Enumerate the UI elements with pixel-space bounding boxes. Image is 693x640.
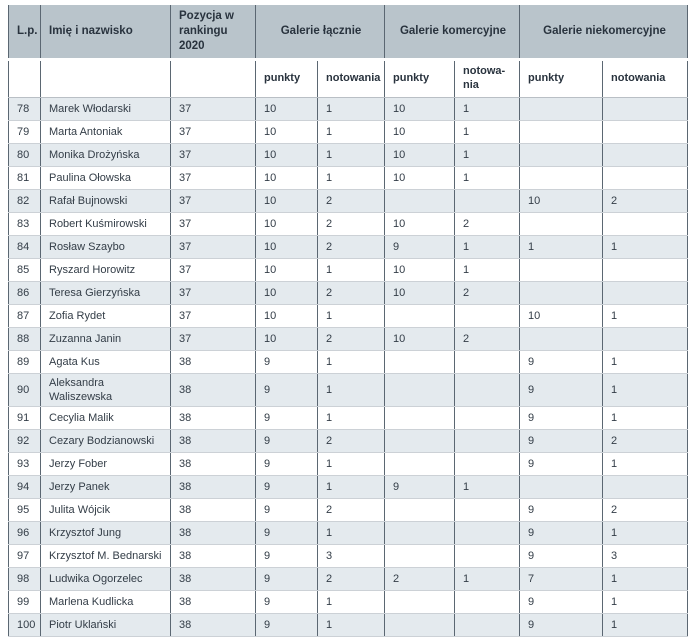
cell-komercyjne-punkty [385, 453, 455, 476]
cell-niekomercyjne-notowania: 1 [603, 453, 688, 476]
header-position: Pozycja w rankingu 2020 [171, 5, 256, 59]
cell-name: Marta Antoniak [41, 120, 171, 143]
cell-name: Cecylia Malik [41, 407, 171, 430]
cell-name: Krzysztof Jung [41, 522, 171, 545]
cell-komercyjne-punkty [385, 189, 455, 212]
cell-niekomercyjne-punkty [520, 258, 603, 281]
cell-niekomercyjne-notowania [603, 166, 688, 189]
cell-niekomercyjne-punkty: 9 [520, 545, 603, 568]
cell-niekomercyjne-notowania: 1 [603, 591, 688, 614]
cell-position: 38 [171, 373, 256, 407]
cell-lp: 87 [9, 304, 41, 327]
cell-komercyjne-punkty [385, 430, 455, 453]
cell-komercyjne-notowania: 1 [455, 476, 520, 499]
cell-komercyjne-punkty: 9 [385, 235, 455, 258]
cell-komercyjne-notowania [455, 614, 520, 637]
cell-lp: 93 [9, 453, 41, 476]
cell-name: Teresa Gierzyńska [41, 281, 171, 304]
cell-niekomercyjne-notowania: 1 [603, 407, 688, 430]
cell-lp: 88 [9, 327, 41, 350]
cell-komercyjne-punkty [385, 591, 455, 614]
cell-name: Robert Kuśmirowski [41, 212, 171, 235]
cell-niekomercyjne-punkty [520, 166, 603, 189]
cell-lacznie-punkty: 10 [256, 143, 318, 166]
table-row [9, 143, 688, 166]
cell-niekomercyjne-notowania: 2 [603, 189, 688, 212]
cell-lacznie-notowania: 2 [318, 568, 385, 591]
cell-name: Zuzanna Janin [41, 327, 171, 350]
cell-komercyjne-notowania [455, 304, 520, 327]
cell-komercyjne-punkty: 10 [385, 166, 455, 189]
cell-lacznie-notowania: 2 [318, 430, 385, 453]
cell-niekomercyjne-punkty: 9 [520, 499, 603, 522]
cell-komercyjne-punkty: 2 [385, 568, 455, 591]
cell-lacznie-punkty: 10 [256, 304, 318, 327]
cell-lacznie-notowania: 2 [318, 327, 385, 350]
cell-niekomercyjne-notowania: 3 [603, 545, 688, 568]
cell-komercyjne-punkty: 10 [385, 143, 455, 166]
cell-niekomercyjne-punkty: 1 [520, 235, 603, 258]
cell-komercyjne-notowania [455, 350, 520, 373]
table-row [9, 522, 688, 545]
cell-komercyjne-punkty [385, 304, 455, 327]
cell-lp: 89 [9, 350, 41, 373]
cell-position: 37 [171, 327, 256, 350]
cell-lacznie-notowania: 3 [318, 545, 385, 568]
cell-niekomercyjne-punkty [520, 476, 603, 499]
table-row [9, 304, 688, 327]
cell-position: 37 [171, 235, 256, 258]
cell-niekomercyjne-punkty: 9 [520, 373, 603, 407]
cell-lacznie-punkty: 9 [256, 499, 318, 522]
ranking-table [8, 5, 688, 637]
table-row [9, 212, 688, 235]
table-row [9, 453, 688, 476]
table-row [9, 499, 688, 522]
header-sub-lacznie-punkty: punkty [256, 59, 318, 97]
cell-komercyjne-notowania [455, 189, 520, 212]
cell-komercyjne-notowania: 1 [455, 120, 520, 143]
cell-komercyjne-punkty: 10 [385, 120, 455, 143]
cell-name: Aleksandra Waliszewska [41, 373, 171, 407]
cell-lacznie-punkty: 10 [256, 327, 318, 350]
cell-niekomercyjne-punkty: 7 [520, 568, 603, 591]
cell-position: 38 [171, 499, 256, 522]
cell-komercyjne-notowania [455, 373, 520, 407]
cell-lacznie-notowania: 1 [318, 476, 385, 499]
table-row [9, 189, 688, 212]
cell-komercyjne-notowania [455, 591, 520, 614]
cell-lp: 98 [9, 568, 41, 591]
cell-lacznie-punkty: 9 [256, 568, 318, 591]
cell-lacznie-notowania: 1 [318, 614, 385, 637]
cell-niekomercyjne-punkty: 10 [520, 304, 603, 327]
cell-niekomercyjne-punkty [520, 120, 603, 143]
header-sub-lacznie-notowania: notowania [318, 59, 385, 97]
cell-niekomercyjne-punkty [520, 97, 603, 120]
cell-komercyjne-punkty: 10 [385, 212, 455, 235]
cell-komercyjne-notowania: 1 [455, 143, 520, 166]
cell-komercyjne-notowania: 2 [455, 281, 520, 304]
cell-lacznie-punkty: 9 [256, 453, 318, 476]
cell-lacznie-punkty: 10 [256, 258, 318, 281]
cell-lacznie-notowania: 2 [318, 212, 385, 235]
cell-niekomercyjne-notowania: 2 [603, 499, 688, 522]
cell-komercyjne-notowania [455, 499, 520, 522]
cell-lp: 90 [9, 373, 41, 407]
cell-komercyjne-notowania [455, 522, 520, 545]
cell-position: 37 [171, 212, 256, 235]
cell-lacznie-notowania: 2 [318, 189, 385, 212]
header-sub-niekomercyjne-notowania: notowania [603, 59, 688, 97]
cell-komercyjne-punkty: 9 [385, 476, 455, 499]
header-sub-empty-lp [9, 59, 41, 97]
cell-niekomercyjne-punkty: 9 [520, 614, 603, 637]
cell-name: Paulina Ołowska [41, 166, 171, 189]
header-sub-niekomercyjne-punkty: punkty [520, 59, 603, 97]
cell-niekomercyjne-notowania: 1 [603, 522, 688, 545]
cell-lacznie-notowania: 1 [318, 522, 385, 545]
cell-lacznie-notowania: 1 [318, 97, 385, 120]
cell-name: Marek Włodarski [41, 97, 171, 120]
cell-position: 38 [171, 430, 256, 453]
cell-lacznie-notowania: 2 [318, 235, 385, 258]
cell-position: 38 [171, 453, 256, 476]
cell-komercyjne-notowania [455, 430, 520, 453]
cell-lacznie-punkty: 9 [256, 373, 318, 407]
cell-name: Rosław Szaybo [41, 235, 171, 258]
cell-lacznie-punkty: 9 [256, 407, 318, 430]
cell-position: 37 [171, 281, 256, 304]
cell-lp: 94 [9, 476, 41, 499]
cell-name: Ludwika Ogorzelec [41, 568, 171, 591]
cell-name: Marlena Kudlicka [41, 591, 171, 614]
cell-position: 38 [171, 614, 256, 637]
table-row [9, 545, 688, 568]
cell-position: 38 [171, 591, 256, 614]
cell-lacznie-punkty: 10 [256, 120, 318, 143]
table-row [9, 327, 688, 350]
cell-lacznie-punkty: 10 [256, 235, 318, 258]
cell-niekomercyjne-notowania: 1 [603, 614, 688, 637]
cell-niekomercyjne-punkty: 9 [520, 453, 603, 476]
cell-lp: 83 [9, 212, 41, 235]
cell-lp: 99 [9, 591, 41, 614]
cell-niekomercyjne-punkty: 9 [520, 430, 603, 453]
cell-position: 37 [171, 189, 256, 212]
cell-lacznie-notowania: 2 [318, 499, 385, 522]
table-row [9, 235, 688, 258]
table-row [9, 120, 688, 143]
cell-lacznie-notowania: 1 [318, 591, 385, 614]
cell-lacznie-notowania: 1 [318, 143, 385, 166]
cell-niekomercyjne-notowania: 1 [603, 304, 688, 327]
table-row [9, 373, 688, 407]
cell-lp: 95 [9, 499, 41, 522]
cell-lp: 92 [9, 430, 41, 453]
cell-position: 37 [171, 143, 256, 166]
cell-position: 38 [171, 476, 256, 499]
cell-position: 38 [171, 350, 256, 373]
table-row [9, 407, 688, 430]
header-sub-komercyjne-notowania: notowa-nia [455, 59, 520, 97]
cell-komercyjne-notowania: 2 [455, 327, 520, 350]
cell-niekomercyjne-punkty: 9 [520, 407, 603, 430]
table-body [9, 97, 688, 637]
header-group-galerie-komercyjne: Galerie komercyjne [385, 5, 520, 59]
cell-lacznie-punkty: 9 [256, 614, 318, 637]
cell-name: Monika Drożyńska [41, 143, 171, 166]
cell-niekomercyjne-notowania [603, 212, 688, 235]
cell-position: 37 [171, 304, 256, 327]
cell-position: 38 [171, 568, 256, 591]
cell-lp: 80 [9, 143, 41, 166]
cell-lacznie-punkty: 9 [256, 430, 318, 453]
cell-name: Jerzy Fober [41, 453, 171, 476]
cell-komercyjne-punkty: 10 [385, 97, 455, 120]
cell-lacznie-notowania: 1 [318, 258, 385, 281]
cell-lp: 96 [9, 522, 41, 545]
table-row [9, 258, 688, 281]
cell-lacznie-punkty: 9 [256, 591, 318, 614]
cell-name: Krzysztof M. Bednarski [41, 545, 171, 568]
cell-niekomercyjne-punkty: 9 [520, 350, 603, 373]
cell-name: Ryszard Horowitz [41, 258, 171, 281]
cell-niekomercyjne-notowania [603, 476, 688, 499]
cell-komercyjne-punkty: 10 [385, 327, 455, 350]
cell-lacznie-notowania: 1 [318, 350, 385, 373]
cell-position: 38 [171, 545, 256, 568]
cell-lp: 82 [9, 189, 41, 212]
cell-komercyjne-punkty [385, 499, 455, 522]
cell-niekomercyjne-notowania: 1 [603, 373, 688, 407]
cell-komercyjne-punkty: 10 [385, 281, 455, 304]
cell-komercyjne-punkty [385, 522, 455, 545]
cell-niekomercyjne-punkty: 9 [520, 522, 603, 545]
header-group-row [9, 5, 688, 59]
cell-position: 37 [171, 166, 256, 189]
header-group-galerie-lacznie: Galerie łącznie [256, 5, 385, 59]
table-row [9, 97, 688, 120]
cell-lacznie-punkty: 10 [256, 97, 318, 120]
table-row [9, 281, 688, 304]
header-name: Imię i nazwisko [41, 5, 171, 59]
header-sub-komercyjne-punkty: punkty [385, 59, 455, 97]
cell-name: Rafał Bujnowski [41, 189, 171, 212]
cell-lp: 78 [9, 97, 41, 120]
cell-niekomercyjne-notowania: 1 [603, 350, 688, 373]
cell-lacznie-notowania: 2 [318, 281, 385, 304]
cell-lacznie-notowania: 1 [318, 166, 385, 189]
cell-komercyjne-punkty: 10 [385, 258, 455, 281]
cell-komercyjne-notowania [455, 453, 520, 476]
cell-niekomercyjne-notowania [603, 327, 688, 350]
cell-komercyjne-notowania: 1 [455, 258, 520, 281]
cell-niekomercyjne-notowania [603, 281, 688, 304]
table-row [9, 568, 688, 591]
cell-position: 37 [171, 258, 256, 281]
cell-niekomercyjne-notowania: 2 [603, 430, 688, 453]
cell-komercyjne-punkty [385, 407, 455, 430]
header-sub-empty-position [171, 59, 256, 97]
cell-niekomercyjne-notowania: 1 [603, 235, 688, 258]
cell-komercyjne-notowania: 1 [455, 235, 520, 258]
cell-position: 38 [171, 522, 256, 545]
cell-komercyjne-notowania [455, 545, 520, 568]
cell-lacznie-punkty: 10 [256, 166, 318, 189]
cell-niekomercyjne-notowania [603, 120, 688, 143]
cell-lacznie-notowania: 1 [318, 373, 385, 407]
cell-lp: 85 [9, 258, 41, 281]
cell-lp: 84 [9, 235, 41, 258]
table-row [9, 166, 688, 189]
cell-name: Julita Wójcik [41, 499, 171, 522]
cell-niekomercyjne-punkty [520, 212, 603, 235]
cell-lp: 91 [9, 407, 41, 430]
cell-lacznie-punkty: 10 [256, 212, 318, 235]
cell-lacznie-punkty: 10 [256, 189, 318, 212]
cell-name: Agata Kus [41, 350, 171, 373]
table-row [9, 476, 688, 499]
cell-komercyjne-punkty [385, 545, 455, 568]
cell-komercyjne-notowania: 1 [455, 166, 520, 189]
cell-komercyjne-notowania: 1 [455, 97, 520, 120]
cell-lacznie-notowania: 1 [318, 407, 385, 430]
cell-name: Cezary Bodzianowski [41, 430, 171, 453]
header-sub-empty-name [41, 59, 171, 97]
cell-name: Zofia Rydet [41, 304, 171, 327]
cell-niekomercyjne-notowania [603, 97, 688, 120]
cell-niekomercyjne-punkty [520, 327, 603, 350]
cell-position: 37 [171, 97, 256, 120]
cell-niekomercyjne-punkty [520, 281, 603, 304]
table-row [9, 350, 688, 373]
cell-lacznie-punkty: 10 [256, 281, 318, 304]
cell-niekomercyjne-notowania [603, 258, 688, 281]
cell-name: Piotr Uklański [41, 614, 171, 637]
cell-name: Jerzy Panek [41, 476, 171, 499]
cell-niekomercyjne-punkty: 9 [520, 591, 603, 614]
table-row [9, 591, 688, 614]
cell-lacznie-punkty: 9 [256, 476, 318, 499]
cell-lp: 86 [9, 281, 41, 304]
header-lp: L.p. [9, 5, 41, 59]
cell-position: 37 [171, 120, 256, 143]
cell-lacznie-punkty: 9 [256, 350, 318, 373]
cell-komercyjne-punkty [385, 614, 455, 637]
cell-komercyjne-punkty [385, 373, 455, 407]
cell-lacznie-punkty: 9 [256, 545, 318, 568]
cell-komercyjne-notowania [455, 407, 520, 430]
cell-niekomercyjne-notowania [603, 143, 688, 166]
header-group-galerie-niekomercyjne: Galerie niekomercyjne [520, 5, 688, 59]
cell-lacznie-punkty: 9 [256, 522, 318, 545]
cell-lacznie-notowania: 1 [318, 304, 385, 327]
cell-lp: 100 [9, 614, 41, 637]
cell-niekomercyjne-punkty [520, 143, 603, 166]
header-sub-row [9, 59, 688, 97]
cell-lacznie-notowania: 1 [318, 453, 385, 476]
cell-lp: 97 [9, 545, 41, 568]
table-row [9, 430, 688, 453]
cell-lp: 79 [9, 120, 41, 143]
cell-position: 38 [171, 407, 256, 430]
cell-niekomercyjne-notowania: 1 [603, 568, 688, 591]
cell-komercyjne-notowania: 1 [455, 568, 520, 591]
cell-lp: 81 [9, 166, 41, 189]
cell-niekomercyjne-punkty: 10 [520, 189, 603, 212]
table-row [9, 614, 688, 637]
cell-komercyjne-punkty [385, 350, 455, 373]
cell-lacznie-notowania: 1 [318, 120, 385, 143]
cell-komercyjne-notowania: 2 [455, 212, 520, 235]
